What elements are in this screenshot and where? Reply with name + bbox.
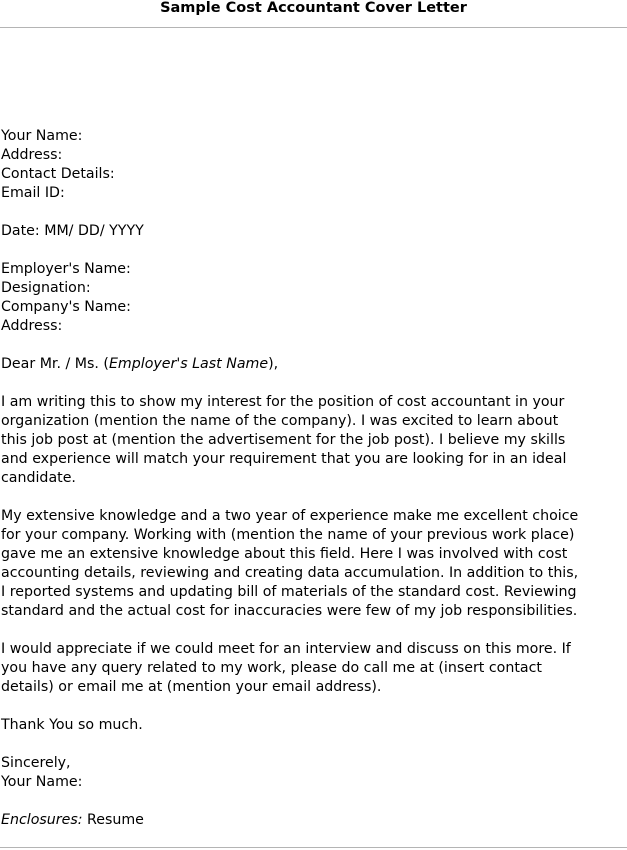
- bottom-divider: [0, 847, 627, 848]
- sender-address: Address:: [1, 147, 63, 163]
- sender-name: Your Name:: [1, 128, 83, 144]
- paragraph-line: you have any query related to my work, please do call me at (insert contact: [1, 660, 542, 676]
- paragraph-line: for your company. Working with (mention the name of your previous work place): [1, 527, 575, 543]
- letter-date: Date: MM/ DD/ YYYY: [1, 223, 144, 239]
- salutation-prefix: Dear Mr. / Ms. (: [1, 356, 109, 372]
- paragraph-line: I reported systems and updating bill of materials of the standard cost. Reviewing: [1, 584, 577, 600]
- paragraph-request: [1, 640, 627, 697]
- letter-body: [1, 127, 627, 830]
- spacer: [1, 735, 627, 754]
- recipient-name: Employer's Name:: [1, 261, 131, 277]
- enclosures-value: Resume: [82, 812, 144, 828]
- recipient-company: Company's Name:: [1, 299, 131, 315]
- top-divider: [0, 27, 627, 28]
- paragraph-line: this job post at (mention the advertisement for the job post). I believe my skills: [1, 432, 566, 448]
- paragraph-line: I would appreciate if we could meet for an interview and discuss on this more. If: [1, 641, 571, 657]
- sender-contact: Contact Details:: [1, 166, 115, 182]
- paragraph-line: I am writing this to show my interest for the position of cost accountant in your: [1, 394, 565, 410]
- spacer: [1, 203, 627, 222]
- closing-sincerely: Sincerely,: [1, 755, 71, 771]
- spacer: [1, 621, 627, 640]
- closing-name: Your Name:: [1, 774, 83, 790]
- sender-email: Email ID:: [1, 185, 65, 201]
- spacer: [1, 697, 627, 716]
- recipient-designation: Designation:: [1, 280, 91, 296]
- thanks-line: Thank You so much.: [1, 717, 143, 733]
- paragraph-line: and experience will match your requirement that you are looking for in an ideal: [1, 451, 567, 467]
- spacer: [1, 792, 627, 811]
- recipient-block: [1, 260, 627, 336]
- page-title: Sample Cost Accountant Cover Letter: [160, 0, 467, 16]
- paragraph-line: standard and the actual cost for inaccuracies were few of my job responsibilities.: [1, 603, 578, 619]
- salutation: [1, 355, 627, 374]
- paragraph-line: candidate.: [1, 470, 76, 486]
- paragraph-line: My extensive knowledge and a two year of experience make me excellent choice: [1, 508, 579, 524]
- sender-block: [1, 127, 627, 203]
- paragraph-interest: [1, 393, 627, 488]
- spacer: [1, 336, 627, 355]
- spacer: [1, 488, 627, 507]
- paragraph-line: details) or email me at (mention your email address).: [1, 679, 382, 695]
- closing-block: [1, 754, 627, 792]
- enclosures-line: [1, 811, 627, 830]
- paragraph-experience: [1, 507, 627, 621]
- recipient-address: Address:: [1, 318, 63, 334]
- paragraph-line: accounting details, reviewing and creating data accumulation. In addition to this,: [1, 565, 579, 581]
- spacer: [1, 241, 627, 260]
- spacer: [1, 374, 627, 393]
- enclosures-label: Enclosures:: [1, 812, 83, 828]
- paragraph-line: organization (mention the name of the company). I was excited to learn about: [1, 413, 559, 429]
- paragraph-line: gave me an extensive knowledge about this field. Here I was involved with cost: [1, 546, 568, 562]
- salutation-placeholder: Employer's Last Name: [108, 356, 269, 372]
- salutation-suffix: ),: [268, 356, 279, 372]
